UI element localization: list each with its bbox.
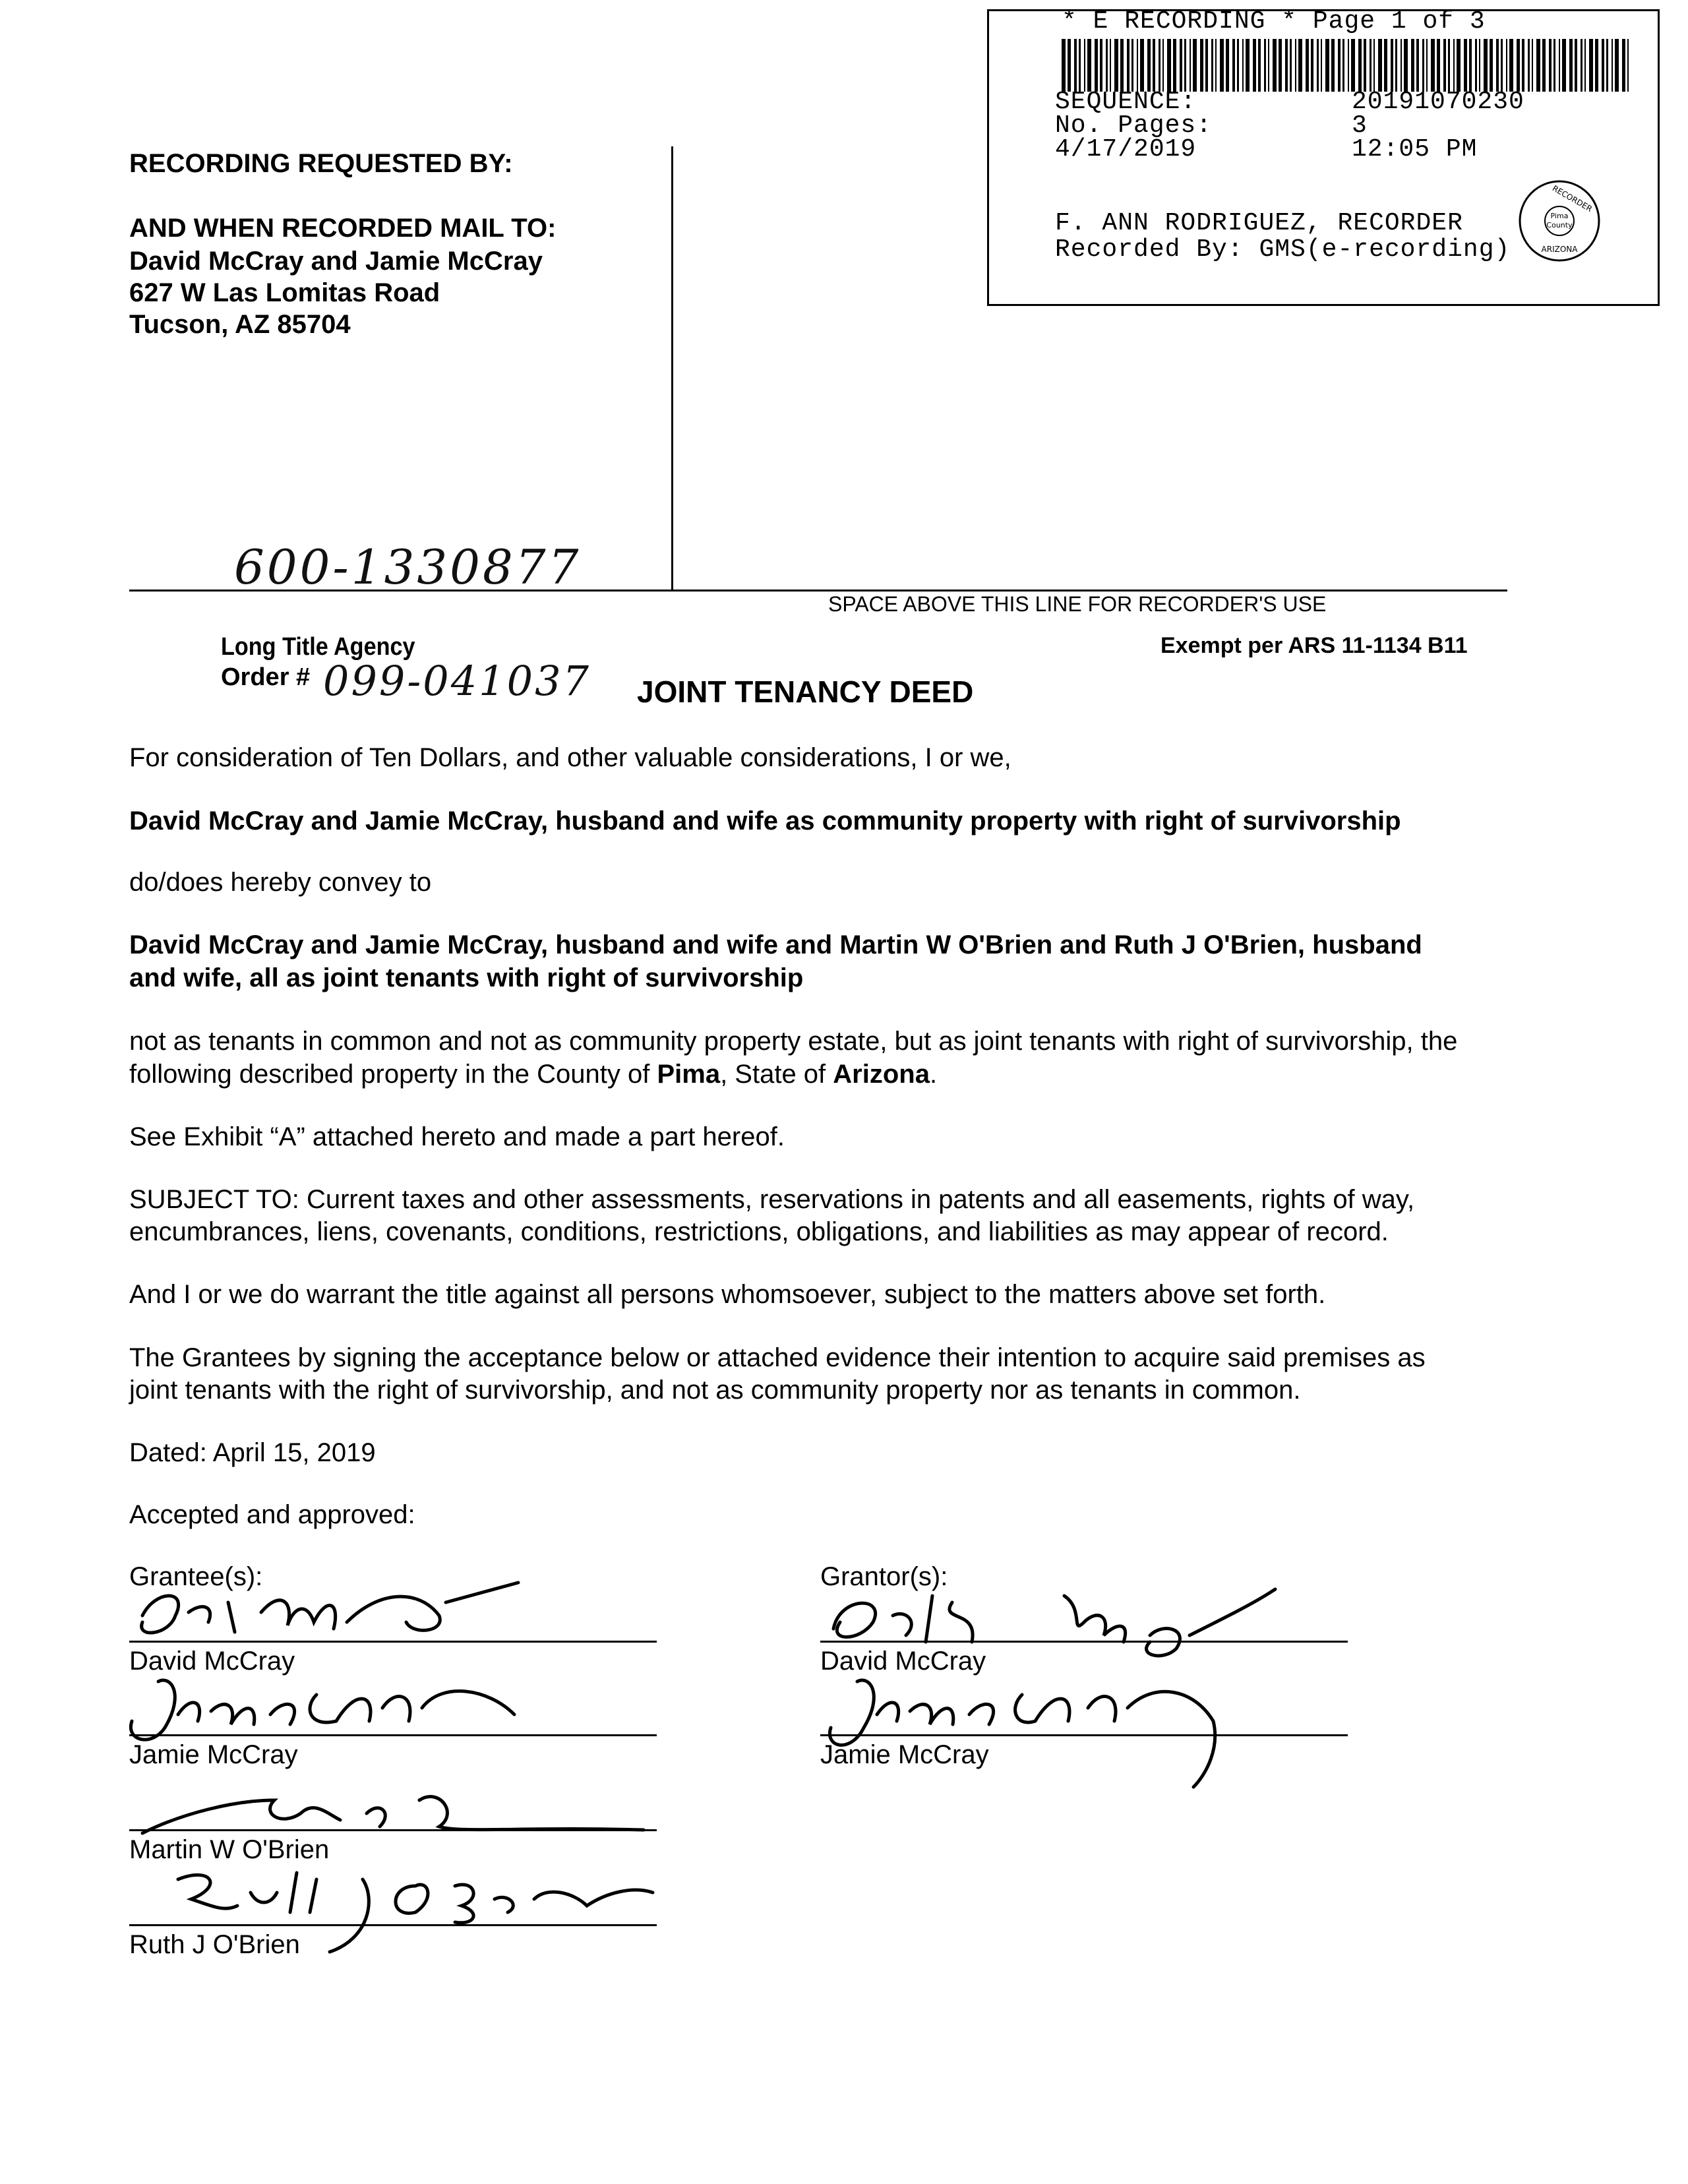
- barcode-bar: [1237, 39, 1239, 92]
- grantees-label: Grantee(s):: [129, 1562, 263, 1591]
- barcode-bar: [1342, 39, 1344, 92]
- barcode-bar: [1268, 39, 1269, 92]
- grantor-name-1: David McCray: [820, 1647, 986, 1676]
- barcode-bar: [1501, 39, 1503, 92]
- tenancy-paragraph-line-2: following described property in the County of Pima, State of Arizona.: [129, 1060, 938, 1089]
- barcode-bar: [1321, 39, 1322, 92]
- barcode-bar: [1509, 39, 1513, 92]
- barcode-bar: [1279, 39, 1282, 92]
- barcode-bar: [1378, 39, 1382, 92]
- barcode-bar: [1120, 39, 1124, 92]
- barcode-bar: [1549, 39, 1552, 92]
- barcode-bar: [1542, 39, 1546, 92]
- barcode-bar: [1226, 39, 1229, 92]
- barcode-bar: [1079, 39, 1081, 92]
- barcode-bar: [1095, 39, 1098, 92]
- barcode-bar: [1311, 39, 1313, 92]
- barcode-bar: [1317, 39, 1319, 92]
- barcode-bar: [1384, 39, 1387, 92]
- barcode-bar: [1290, 39, 1292, 92]
- barcode-bar: [1528, 39, 1530, 92]
- grantee-signature-line-4: [129, 1924, 657, 1926]
- barcode-bar: [1306, 39, 1309, 92]
- recording-requested-by: RECORDING REQUESTED BY:: [129, 149, 513, 178]
- barcode-bar: [1211, 39, 1213, 92]
- stamp-header: * E RECORDING * Page 1 of 3: [1062, 7, 1486, 36]
- address-line-2: 627 W Las Lomitas Road: [129, 278, 440, 307]
- barcode-bar: [1464, 39, 1467, 92]
- acceptance-line-2: joint tenants with the right of survivorship, and not as community property nor as tenants in common.: [129, 1376, 1301, 1405]
- barcode-bar: [1584, 39, 1586, 92]
- svg-text:County: County: [1546, 221, 1573, 229]
- record-date: 4/17/2019: [1055, 135, 1197, 164]
- barcode-bar: [1479, 39, 1480, 92]
- address-line-1: David McCray and Jamie McCray: [129, 247, 543, 276]
- barcode-bar: [1232, 39, 1235, 92]
- barcode-bar: [1184, 39, 1186, 92]
- county-seal-icon: [1517, 178, 1602, 264]
- signature-david-mccray-grantee: [129, 1576, 538, 1649]
- barcode-bar: [1295, 39, 1296, 92]
- grantee-name-3: Martin W O'Brien: [129, 1835, 330, 1864]
- barcode-bar: [1173, 39, 1176, 92]
- barcode-bar: [1200, 39, 1203, 92]
- barcode-bar: [1595, 39, 1598, 92]
- handwritten-reference: 600-1330877: [234, 539, 582, 595]
- barcode-bar: [1338, 39, 1341, 92]
- recorded-by: Recorded By: GMS(e-recording): [1055, 235, 1511, 264]
- barcode-bar: [1190, 39, 1191, 92]
- barcode-bar: [1106, 39, 1108, 92]
- grantees-designation-line-2: and wife, all as joint tenants with right of survivorship: [129, 963, 804, 992]
- convey-clause: do/does hereby convey to: [129, 868, 432, 897]
- barcode-bar: [1258, 39, 1261, 92]
- barcode-bar: [1100, 39, 1102, 92]
- barcode: [1062, 39, 1629, 92]
- agency-name: Long Title Agency: [221, 633, 415, 661]
- barcode-bar: [1220, 39, 1224, 92]
- barcode-bar: [1612, 39, 1613, 92]
- recorder-name: F. ANN RODRIGUEZ, RECORDER: [1055, 209, 1463, 237]
- barcode-bar: [1553, 39, 1555, 92]
- exempt-statute: Exempt per ARS 11-1134 B11: [1160, 633, 1468, 658]
- barcode-bar: [1532, 39, 1533, 92]
- barcode-bar: [1517, 39, 1520, 92]
- pages-value: 3: [1352, 111, 1368, 140]
- document-title: JOINT TENANCY DEED: [637, 675, 974, 709]
- barcode-bar: [1448, 39, 1450, 92]
- barcode-bar: [1180, 39, 1182, 92]
- barcode-bar: [1589, 39, 1593, 92]
- grantees-designation-line-1: David McCray and Jamie McCray, husband and wife and Martin W O'Brien and Ruth J O'Brien, husband: [129, 930, 1422, 959]
- barcode-bar: [1395, 39, 1397, 92]
- barcode-bar: [1581, 39, 1582, 92]
- barcode-bar: [1246, 39, 1250, 92]
- address-line-3: Tucson, AZ 85704: [129, 310, 351, 339]
- barcode-bar: [1242, 39, 1244, 92]
- grantors-designation: David McCray and Jamie McCray, husband and wife as community property with right of survivorship: [129, 806, 1401, 835]
- grantor-signature-line-2: [820, 1734, 1348, 1736]
- barcode-bar: [1193, 39, 1197, 92]
- barcode-bar: [1562, 39, 1566, 92]
- barcode-bar: [1062, 39, 1066, 92]
- barcode-bar: [1506, 39, 1507, 92]
- county-name: Pima: [657, 1060, 721, 1089]
- state-name: Arizona: [833, 1060, 930, 1089]
- barcode-bar: [1602, 39, 1604, 92]
- barcode-bar: [1162, 39, 1164, 92]
- signature-jamie-mccray-grantor: [811, 1668, 1273, 1794]
- order-label: Order #: [221, 663, 311, 691]
- pages-label: No. Pages:: [1055, 111, 1213, 140]
- order-number-handwritten: 099-041037: [323, 657, 591, 705]
- barcode-bar: [1411, 39, 1414, 92]
- barcode-bar: [1426, 39, 1428, 92]
- sequence-label: SEQUENCE:: [1055, 88, 1197, 116]
- barcode-bar: [1469, 39, 1472, 92]
- grantee-name-1: David McCray: [129, 1647, 295, 1676]
- barcode-bar: [1159, 39, 1160, 92]
- svg-text:ARIZONA: ARIZONA: [1541, 245, 1578, 254]
- when-recorded-mail-to: AND WHEN RECORDED MAIL TO:: [129, 214, 557, 243]
- barcode-bar: [1404, 39, 1408, 92]
- barcode-bar: [1110, 39, 1111, 92]
- barcode-bar: [1273, 39, 1277, 92]
- barcode-bar: [1253, 39, 1256, 92]
- grantee-name-2: Jamie McCray: [129, 1740, 298, 1769]
- barcode-bar: [1622, 39, 1625, 92]
- barcode-bar: [1084, 39, 1085, 92]
- consideration-paragraph: For consideration of Ten Dollars, and other valuable considerations, I or we,: [129, 743, 1011, 772]
- barcode-bar: [1457, 39, 1461, 92]
- subject-to-line-1: SUBJECT TO: Current taxes and other assessments, reservations in patents and all easements, rights of way,: [129, 1185, 1415, 1214]
- svg-text:RECORDER: RECORDER: [1550, 183, 1594, 214]
- barcode-bar: [1496, 39, 1499, 92]
- grantor-signature-line-1: [820, 1641, 1348, 1643]
- barcode-bar: [1453, 39, 1455, 92]
- barcode-bar: [1131, 39, 1133, 92]
- barcode-bar: [1490, 39, 1493, 92]
- subject-to-line-2: encumbrances, liens, covenants, conditions, restrictions, obligations, and liabilities as may appear of record.: [129, 1217, 1389, 1246]
- grantee-signature-line-1: [129, 1641, 657, 1643]
- grantee-signature-line-3: [129, 1829, 657, 1831]
- barcode-bar: [1606, 39, 1608, 92]
- barcode-bar: [1401, 39, 1402, 92]
- barcode-bar: [1559, 39, 1560, 92]
- barcode-bar: [1437, 39, 1440, 92]
- sequence-value: 20191070230: [1352, 88, 1524, 116]
- recorder-stamp: [987, 9, 1660, 306]
- barcode-bar: [1373, 39, 1375, 92]
- dated-line: Dated: April 15, 2019: [129, 1438, 376, 1467]
- barcode-bar: [1422, 39, 1424, 92]
- barcode-bar: [1627, 39, 1629, 92]
- barcode-bar: [1114, 39, 1118, 92]
- barcode-bar: [1615, 39, 1619, 92]
- barcode-bar: [1285, 39, 1288, 92]
- barcode-bar: [1536, 39, 1540, 92]
- barcode-bar: [1087, 39, 1091, 92]
- barcode-bar: [1331, 39, 1335, 92]
- barcode-bar: [1147, 39, 1151, 92]
- barcode-bar: [1127, 39, 1130, 92]
- warranty-clause: And I or we do warrant the title against all persons whomsoever, subject to the matters above set forth.: [129, 1280, 1326, 1309]
- barcode-bar: [1484, 39, 1488, 92]
- barcode-bar: [1068, 39, 1071, 92]
- barcode-bar: [1416, 39, 1419, 92]
- tenancy-paragraph-line-1: not as tenants in common and not as community property estate, but as joint tenants with right of survivorship, the: [129, 1027, 1458, 1056]
- barcode-bar: [1475, 39, 1477, 92]
- barcode-bar: [1391, 39, 1393, 92]
- barcode-bar: [1140, 39, 1144, 92]
- space-above-line-caption: SPACE ABOVE THIS LINE FOR RECORDER'S USE: [828, 592, 1327, 616]
- record-time: 12:05 PM: [1352, 135, 1478, 164]
- barcode-bar: [1215, 39, 1217, 92]
- barcode-bar: [1298, 39, 1302, 92]
- grantors-label: Grantor(s):: [820, 1562, 948, 1591]
- barcode-bar: [1575, 39, 1577, 92]
- barcode-bar: [1443, 39, 1446, 92]
- barcode-bar: [1074, 39, 1077, 92]
- barcode-bar: [1370, 39, 1372, 92]
- grantee-name-4: Ruth J O'Brien: [129, 1930, 300, 1959]
- barcode-bar: [1348, 39, 1349, 92]
- grantor-name-2: Jamie McCray: [820, 1740, 989, 1769]
- barcode-bar: [1431, 39, 1435, 92]
- grantee-signature-line-2: [129, 1734, 657, 1736]
- exhibit-reference: See Exhibit “A” attached hereto and made a part hereof.: [129, 1122, 785, 1151]
- barcode-bar: [1351, 39, 1355, 92]
- barcode-bar: [1167, 39, 1171, 92]
- barcode-bar: [1522, 39, 1524, 92]
- barcode-bar: [1325, 39, 1329, 92]
- barcode-bar: [1205, 39, 1208, 92]
- barcode-bar: [1358, 39, 1362, 92]
- accepted-and-approved: Accepted and approved:: [129, 1500, 415, 1529]
- svg-text:Pima: Pima: [1550, 212, 1569, 220]
- acceptance-line-1: The Grantees by signing the acceptance below or attached evidence their intention to acquire said premises as: [129, 1343, 1426, 1372]
- barcode-bar: [1364, 39, 1366, 92]
- barcode-bar: [1153, 39, 1155, 92]
- barcode-bar: [1137, 39, 1138, 92]
- vertical-divider: [671, 146, 673, 591]
- barcode-bar: [1264, 39, 1266, 92]
- barcode-bar: [1569, 39, 1573, 92]
